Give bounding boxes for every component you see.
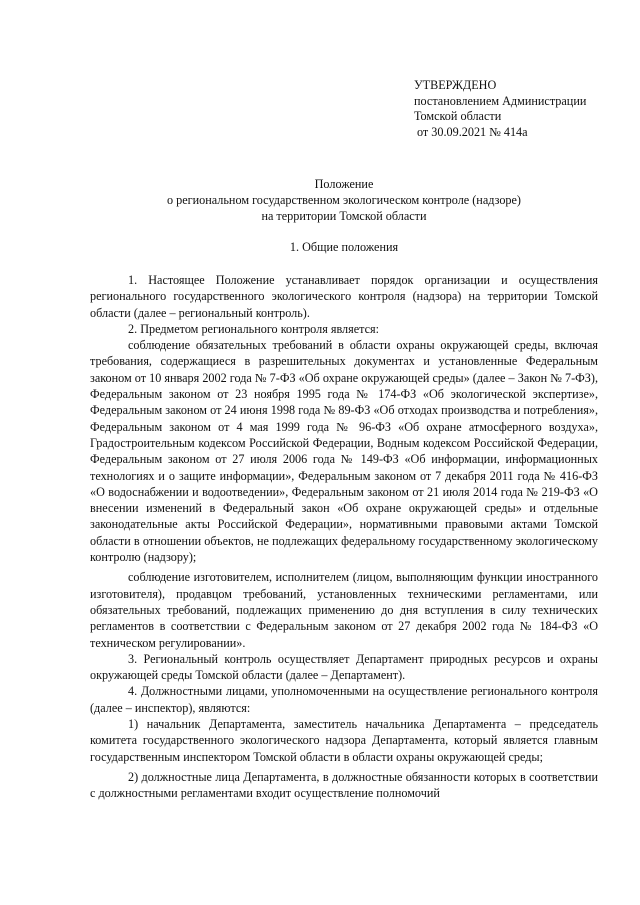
document-body: [90, 272, 598, 802]
paragraph-2: 2. Предметом регионального контроля является:: [128, 321, 380, 336]
title-line-3: на территории Томской области: [261, 209, 427, 223]
paragraph-1: 1. Настоящее Положение устанавливает порядок организации и осуществления регионального государственного экологического контроля (надзора) на территории Томской области (далее – региональный контроль).: [90, 273, 598, 320]
paragraph-7: 1) начальник Департамента, заместитель начальника Департамента – председатель комитета государственного экологического надзора Департамента, который является главным государственным инспектором Томской области в области охраны окружающей среды;: [90, 717, 598, 764]
paragraph-4: соблюдение изготовителем, исполнителем (лицом, выполняющим функции иностранного изготовителя), продавцом требований, установленных техническими регламентами, или обязательных требований, подлежащих применению до дня вступления в силу технических регламентов в соответствии с Федеральным законом от 27 декабря 2002 года № 184-ФЗ «О техническом регулировании».: [90, 570, 598, 650]
approval-heading: УТВЕРЖДЕНО: [414, 78, 497, 92]
approval-line-3: от 30.09.2021 № 414а: [417, 124, 528, 139]
paragraph-6: 4. Должностными лицами, уполномоченными на осуществление регионального контроля (далее – инспектор), являются:: [90, 684, 598, 715]
document-title: [90, 176, 598, 224]
title-line-1: Положение: [314, 177, 374, 191]
paragraph-8: 2) должностные лица Департамента, в должностные обязанности которых в соответствии с должностными регламентами входит осуществление полномочий: [90, 769, 598, 801]
paragraph-3: соблюдение обязательных требований в области охраны окружающей среды, включая требования, содержащиеся в разрешительных документах и установленные Федеральным законом от 10 января 2002 года № 7-ФЗ «Об охране окружающей среды» (далее – Закон № 7-ФЗ), Федеральным законом от 23 ноября 1995 года № 174-ФЗ «Об экологической экспертизе», Федеральным законом от 24 июня 1998 года № 89-ФЗ «Об отходах производства и потребления», Федеральным законом от 4 мая 1999 года № 96-ФЗ «Об охране атмосферного воздуха», Градостроительным кодексом Российской Федерации, Водным кодексом Российской Федерации, Федеральным законом от 27 июля 2006 года № 149-ФЗ «Об информации, информационных технологиях и о защите информации», Федеральным законом от 7 декабря 2011 года № 416-ФЗ «О водоснабжении и водоотведении», Федеральным законом от 21 июля 2014 года № 219-ФЗ «О внесении изменений в Федеральный закон «Об охране окружающей среды» и отдельные законодательные акты Российской Федерации», нормативными правовыми актами Томской области в отношении объектов, не подлежащих федеральному государственному экологическому контролю (надзору);: [90, 338, 598, 565]
approval-stamp: [414, 78, 614, 140]
approval-line-2: Томской области: [414, 109, 502, 123]
paragraph-5: 3. Региональный контроль осуществляет Департамент природных ресурсов и охраны окружающей среды Томской области (далее – Департамент).: [90, 651, 598, 683]
title-line-2: о региональном государственном экологическом контроле (надзоре): [167, 193, 521, 207]
section-title: 1. Общие положения: [289, 240, 399, 254]
approval-line-1: постановлением Администрации: [414, 93, 587, 108]
